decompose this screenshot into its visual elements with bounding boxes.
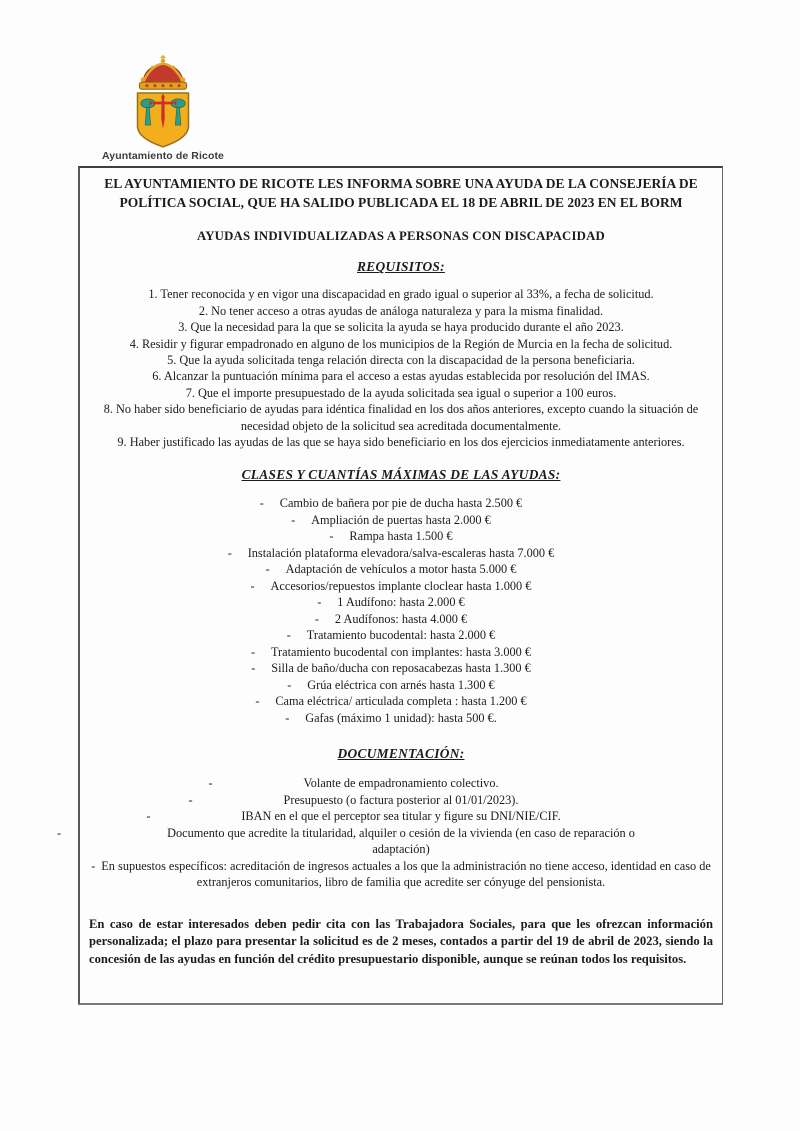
doc-item-3 [80, 808, 722, 825]
section-heading-documentacion: DOCUMENTACIÓN: [337, 746, 465, 762]
logo-caption: Ayuntamiento de Ricote [102, 150, 224, 162]
doc-item-4 [57, 825, 722, 858]
dash-marker: - [314, 611, 320, 626]
clases-list [80, 495, 722, 726]
requisito-item-9: 9. Haber justificado las ayudas de las que se haya sido beneficiario en los dos ejercicios inmediatamente anteriores. [117, 434, 685, 449]
clase-item-text: Ampliación de puertas hasta 2.000 € [311, 512, 491, 527]
dash-marker: - [317, 595, 322, 610]
requisito-item-5: 5. Que la ayuda solicitada tenga relación directa con la discapacidad de la persona beneficiaria. [167, 352, 635, 367]
dash-marker: - [227, 545, 232, 560]
clase-item-8 [80, 611, 722, 628]
doc-item-1 [80, 775, 722, 792]
requisito-item-7: 7. Que el importe presupuestado de la ayuda solicitada sea igual o superior a 100 euros. [185, 385, 617, 400]
dash-marker: - [188, 792, 193, 807]
dash-marker: - [251, 661, 256, 676]
dash-marker: - [255, 694, 260, 709]
clase-item-5 [80, 561, 722, 578]
clase-item-10 [80, 644, 722, 661]
requisito-item-6: 6. Alcanzar la puntuación mínima para el acceso a estas ayudas establecida por resolución del IMAS. [152, 369, 650, 384]
doc-item-text: Documento que acredite la titularidad, alquiler o cesión de la vivienda (en caso de reparación o adaptación) [167, 825, 635, 857]
dash-marker: - [329, 529, 334, 544]
clase-item-12 [80, 677, 722, 694]
clase-item-9 [80, 627, 722, 644]
doc-item-5 [80, 858, 722, 891]
clase-item-text: 1 Audífono: hasta 2.000 € [337, 595, 465, 610]
document-subtitle: AYUDAS INDIVIDUALIZADAS A PERSONAS CON DISCAPACIDAD [196, 229, 606, 244]
clase-item-7 [80, 594, 722, 611]
dash-marker: - [259, 496, 264, 511]
clase-item-2 [80, 512, 722, 529]
doc-item-2 [80, 792, 722, 809]
clase-item-6 [80, 578, 722, 595]
dash-marker: - [146, 809, 151, 824]
section-heading-clases: CLASES Y CUANTÍAS MÁXIMAS DE LAS AYUDAS: [241, 467, 561, 483]
crown-icon [139, 55, 186, 89]
requisito-item-4: 4. Residir y figurar empadronado en alguno de los municipios de la Región de Murcia en la fecha de solicitud. [129, 336, 673, 351]
section-heading-requisitos: REQUISITOS: [357, 259, 445, 275]
appointment-notice: En caso de estar interesados deben pedir cita con las Trabajadora Sociales, para que les ofrezcan información personalizada; el plazo para presentar la solicitud es de 2 meses, contados a partir del 19 de abril de 2023, siendo la concesión de las ayudas en función del crédito presupuestario disponible, aunque se reúnan todos los requisitos. [89, 916, 713, 967]
dash-marker: - [57, 825, 62, 840]
doc-item-text: IBAN en el que el perceptor sea titular y figure su DNI/NIE/CIF. [241, 809, 561, 824]
ricote-coat-of-arms-icon [129, 54, 197, 149]
clase-item-13 [80, 693, 722, 710]
clase-item-11 [80, 660, 722, 677]
clase-item-3 [80, 528, 722, 545]
document-body-frame [57, 166, 723, 1005]
clase-item-text: Cambio de bañera por pie de ducha hasta 2.500 € [279, 496, 523, 511]
requisitos-list [80, 286, 722, 450]
clase-item-text: Tratamiento bucodental: hasta 2.000 € [306, 628, 496, 643]
document-title: EL AYUNTAMIENTO DE RICOTE LES INFORMA SOBRE UNA AYUDA DE LA CONSEJERÍA DE POLÍTICA SOCIAL, QUE HA SALIDO PUBLICADA EL 18 DE ABRIL DE 2023 EN EL BORM [104, 176, 698, 211]
doc-item-text: En supuestos específicos: acreditación de ingresos actuales a los que la administración no tiene acceso, identidad en caso de extranjeros comunitarios, libro de familia que acredite ser cónyuge del pensionista. [101, 858, 711, 890]
dash-marker: - [91, 858, 96, 873]
clase-item-text: Accesorios/repuestos implante cloclear hasta 1.000 € [270, 578, 532, 593]
dash-marker: - [208, 776, 213, 791]
requisito-item-1: 1. Tener reconocida y en vigor una discapacidad en grado igual o superior al 33%, a fecha de solicitud. [148, 287, 654, 302]
clase-item-text: Rampa hasta 1.500 € [349, 529, 453, 544]
clase-item-text: Cama eléctrica/ articulada completa : hasta 1.200 € [275, 694, 527, 709]
requisito-item-3: 3. Que la necesidad para la que se solicita la ayuda se haya producido durante el año 2023. [178, 320, 624, 335]
clase-item-text: Silla de baño/ducha con reposacabezas hasta 1.300 € [271, 661, 531, 676]
dash-marker: - [265, 562, 270, 577]
clase-item-text: Adaptación de vehículos a motor hasta 5.000 € [285, 562, 517, 577]
clase-item-text: Gafas (máximo 1 unidad): hasta 500 €. [305, 710, 497, 725]
clase-item-text: Instalación plataforma elevadora/salva-escaleras hasta 7.000 € [247, 545, 555, 560]
doc-item-text: Volante de empadronamiento colectivo. [303, 776, 499, 791]
documentacion-list [57, 775, 722, 891]
requisito-item-8: 8. No haber sido beneficiario de ayudas para idéntica finalidad en los dos años anteriores, excepto cuando la situación de necesidad objeto de la solicitud sea acreditada documentalmente. [103, 402, 699, 433]
doc-item-text: Presupuesto (o factura posterior al 01/01/2023). [283, 792, 519, 807]
clase-item-text: Grúa eléctrica con arnés hasta 1.300 € [307, 677, 495, 692]
clase-item-text: 2 Audífonos: hasta 4.000 € [334, 611, 468, 626]
clase-item-1 [80, 495, 722, 512]
dash-marker: - [285, 710, 290, 725]
requisito-item-2: 2. No tener acceso a otras ayudas de análoga naturaleza y para la misma finalidad. [198, 303, 604, 318]
clase-item-text: Tratamiento bucodental con implantes: hasta 3.000 € [270, 644, 532, 659]
clase-item-4 [80, 545, 722, 562]
dash-marker: - [291, 512, 296, 527]
dash-marker: - [287, 677, 292, 692]
dash-marker: - [250, 578, 255, 593]
dash-marker: - [286, 628, 291, 643]
shield-icon [138, 93, 189, 147]
dash-marker: - [250, 644, 256, 659]
clase-item-14 [80, 710, 722, 727]
